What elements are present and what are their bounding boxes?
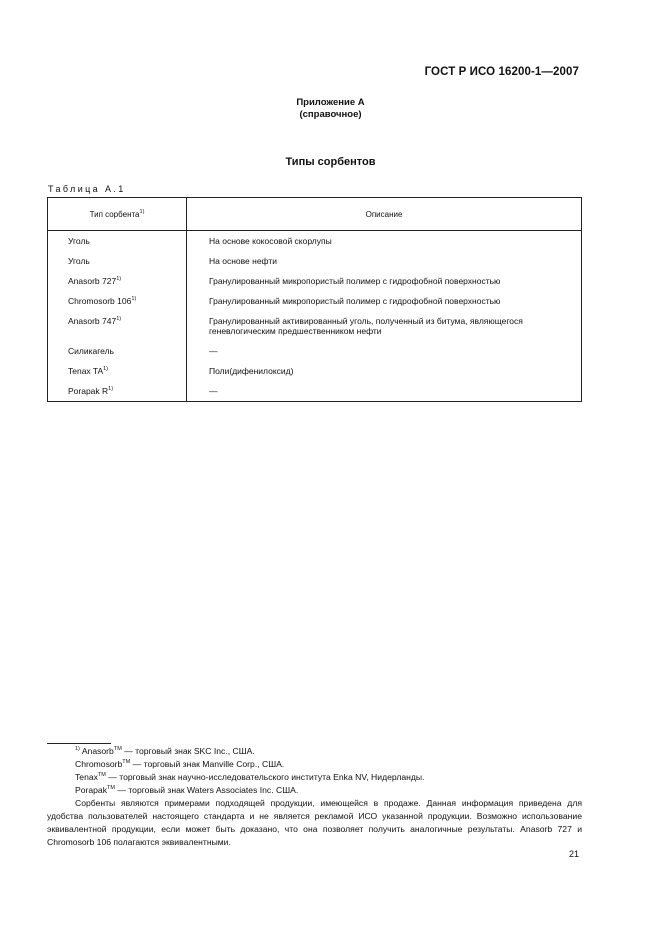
- sorbent-description: Гранулированный микропористый полимер с гидрофобной поверхностью: [187, 271, 582, 291]
- footnotes: [47, 745, 582, 849]
- sorbent-description: —: [187, 381, 582, 402]
- appendix-heading: [0, 97, 661, 121]
- footnote-disclaimer: Сорбенты являются примерами подходящей продукции, имеющейся в продаже. Данная информация приведена для удобства пользователей настоящего стандарта и не является рекламой ИСО указанной продукции. Возможно использование эквивалентной продукции, если может быть доказано, что она позволяет получить аналогичные результаты. Anasorb 727 и Chromosorb 106 полагаются эквивалентными.: [47, 798, 582, 847]
- table-row: [48, 311, 582, 341]
- sorbent-description: Гранулированный активированный уголь, полученный из битума, являющегося геневлогическим предшественником нефти: [187, 311, 582, 341]
- table-row: [48, 291, 582, 311]
- table-row: [48, 231, 582, 252]
- appendix-title: Приложение А: [296, 97, 365, 108]
- page-number: 21: [568, 849, 579, 859]
- table-header-row: [48, 198, 582, 231]
- table-row: [48, 251, 582, 271]
- sorbent-table: [47, 197, 582, 402]
- sorbent-name: Chromosorb 106$^{1)}$: [48, 291, 187, 311]
- table-caption: Таблица А.1: [48, 184, 126, 194]
- footnote-porapak: Porapak™ — торговый знак Waters Associates Inc. США.: [75, 785, 299, 795]
- sorbent-description: На основе нефти: [187, 251, 582, 271]
- sorbent-name: Уголь: [48, 251, 187, 271]
- footnote-divider: [47, 743, 111, 744]
- sorbent-name: Силикагель: [48, 341, 187, 361]
- table-row: [48, 271, 582, 291]
- table-row: [48, 341, 582, 361]
- sorbent-name: Porapak $R^{1)}$: [48, 381, 187, 402]
- document-header: ГОСТ Р ИСО 16200-1—2007: [424, 66, 579, 78]
- footnote-chromosorb: Chromosorb™ — торговый знак Manville Corp., США.: [75, 759, 285, 769]
- sorbent-description: —: [187, 341, 582, 361]
- column-header-description: Описание: [187, 198, 582, 231]
- sorbent-name: Tenax TA$^{1)}$: [48, 361, 187, 381]
- sorbent-description: Поли(дифенилоксид): [187, 361, 582, 381]
- column-header-type: Тип сорбента$^{1)}$: [48, 198, 187, 231]
- section-title: Типы сорбентов: [285, 156, 376, 168]
- table-row: [48, 361, 582, 381]
- sorbent-description: На основе кокосовой скорлупы: [187, 231, 582, 252]
- sorbent-description: Гранулированный микропористый полимер с гидрофобной поверхностью: [187, 291, 582, 311]
- sorbent-name: Anasorb 727$^{1)}$: [48, 271, 187, 291]
- footnote-tenax: Tenax™ — торговый знак научно-исследовательского института Enka NV, Нидерланды.: [75, 772, 425, 782]
- table-row: [48, 381, 582, 402]
- sorbent-name: Anasorb 747$^{1)}$: [48, 311, 187, 341]
- sorbent-name: Уголь: [48, 231, 187, 252]
- appendix-subtitle: (справочное): [299, 109, 362, 120]
- footnote-anasorb: $^{1)}$ Anasorb™ — торговый знак SKC Inc., США.: [75, 746, 255, 756]
